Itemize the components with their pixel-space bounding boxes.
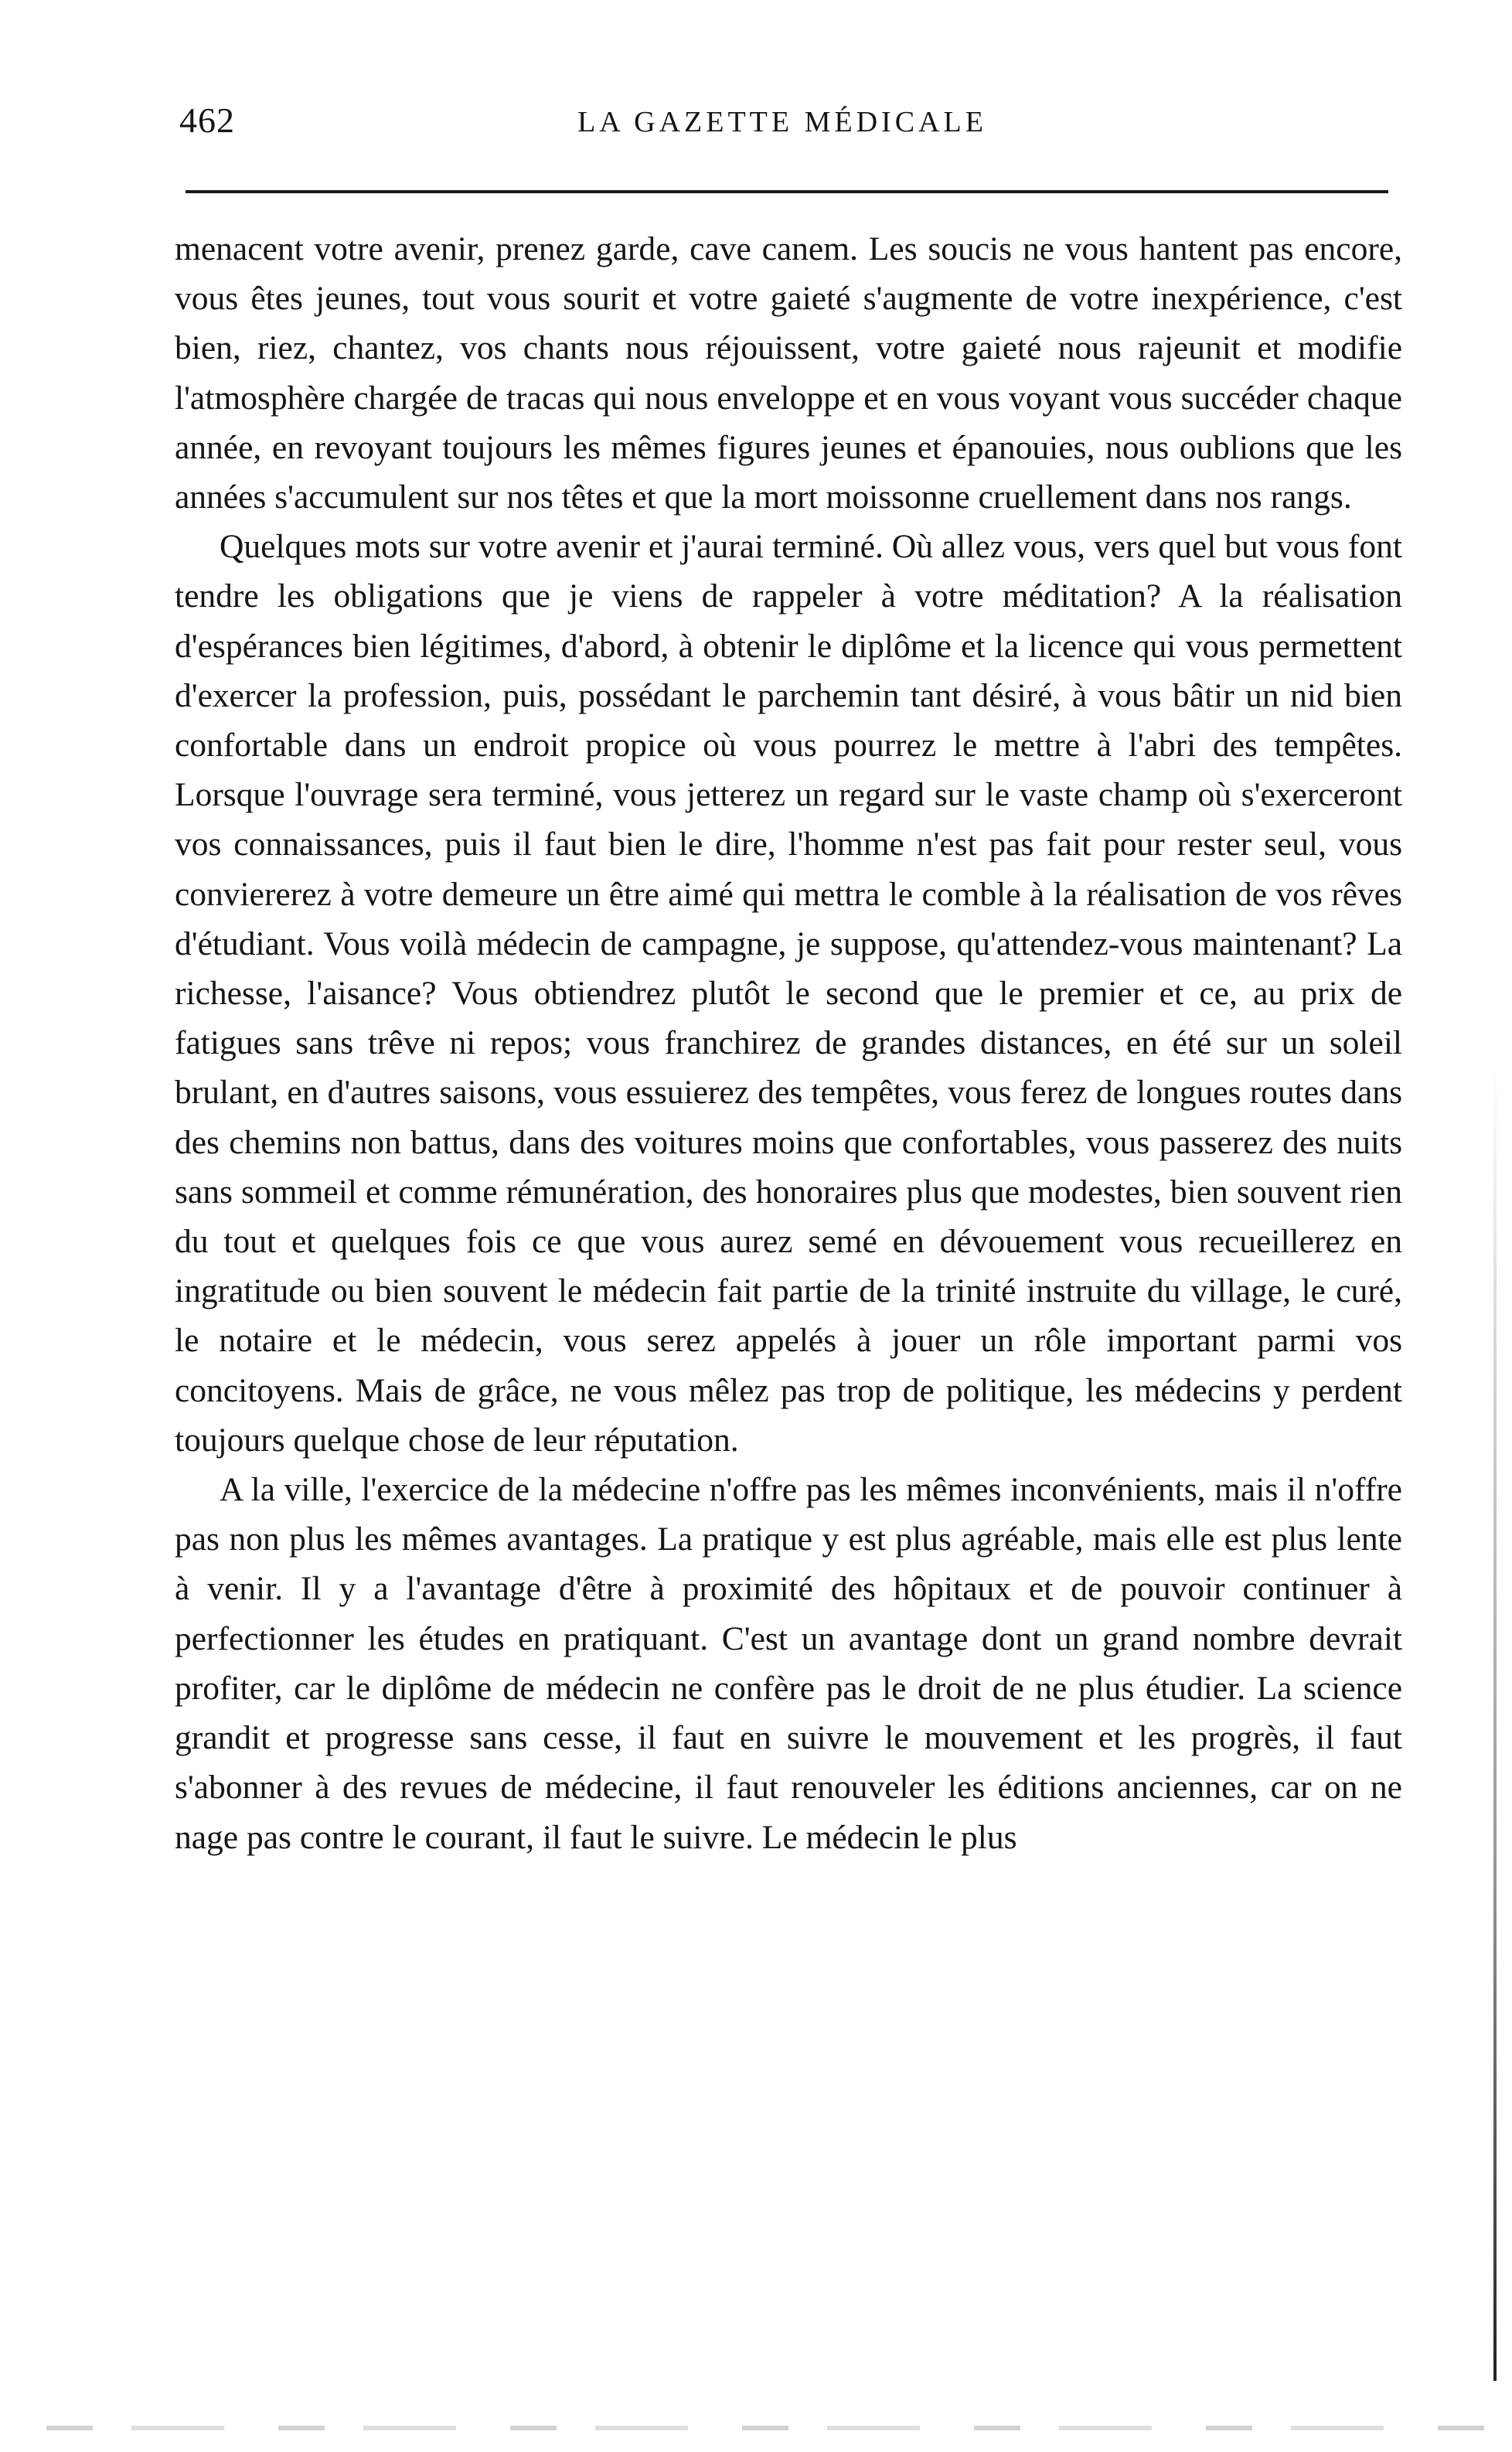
page-header <box>179 99 1385 161</box>
paragraph-city-practice: A la ville, l'exercice de la médecine n'offre pas les mêmes inconvénients, mais il n'offre pas non plus les mêmes avantages. La pratique y est plus agréable, mais elle est plus lente à venir. Il y a l'avantage d'être à proximité des hôpitaux et de pouvoir continuer à perfectionner les études en pratiquant. C'est un avantage dont un grand nombre devrait profiter, car le diplôme de médecin ne confère pas le droit de ne plus étudier. La science grandit et progresse sans cesse, il faut en suivre le mouvement et les progrès, il faut s'abonner à des revues de médecine, il faut renouveler les éditions anciennes, car on ne nage pas contre le courant, il faut le suivre. Le médecin le plus <box>175 1471 1402 1856</box>
paragraph-continuation: menacent votre avenir, prenez garde, cave canem. Les soucis ne vous hantent pas encore, vous êtes jeunes, tout vous sourit et votre gaieté s'augmente de votre inexpérience, c'est bien, riez, chantez, vos chants nous réjouissent, votre gaieté nous rajeunit et modifie l'atmosphère chargée de tracas qui nous enveloppe et en vous voyant vous succéder chaque année, en revoyant toujours les mêmes figures jeunes et épanouies, nous oublions que les années s'accumulent sur nos têtes et que la mort moissonne cruellement dans nos rangs. <box>175 230 1402 516</box>
header-rule <box>186 190 1388 193</box>
scan-bottom-edge <box>46 2426 1500 2430</box>
page-number: 462 <box>179 100 235 140</box>
page-edge-shadow <box>1493 1067 1497 2381</box>
paragraph-future: Quelques mots sur votre avenir et j'aurai terminé. Où allez vous, vers quel but vous font tendre les obligations que je viens de rappeler à votre méditation? A la réalisation d'espérances bien légitimes, d'abord, à obtenir le diplôme et la licence qui vous permettent d'exercer la profession, puis, possédant le parchemin tant désiré, à vous bâtir un nid bien confortable dans un endroit propice où vous pourrez le mettre à l'abri des tempêtes. Lorsque l'ouvrage sera terminé, vous jetterez un regard sur le vaste champ où s'exerceront vos connaissances, puis il faut bien le dire, l'homme n'est pas fait pour rester seul, vous conviererez à votre demeure un être aimé qui mettra le comble à la réalisation de vos rêves d'étudiant. Vous voilà médecin de campagne, je suppose, qu'attendez-vous maintenant? La richesse, l'aisance? Vous obtiendrez plutôt le second que le premier et ce, au prix de fatigues sans trêve ni repos; vous franchirez de grandes distances, en été sur un soleil brulant, en d'autres saisons, vous essuierez des tempêtes, vous ferez de longues routes dans des chemins non battus, dans des voitures moins que confortables, vous passerez des nuits sans sommeil et comme rémunération, des honoraires plus que modestes, bien souvent rien du tout et quelques fois ce que vous aurez semé en dévouement vous recueillerez en ingratitude ou bien souvent le médecin fait partie de la trinité instruite du village, le curé, le notaire et le médecin, vous serez appelés à jouer un rôle important parmi vos concitoyens. Mais de grâce, ne vous mêlez pas trop de politique, les médecins y perdent toujours quelque chose de leur réputation. <box>175 528 1402 1459</box>
running-title: LA GAZETTE MÉDICALE <box>577 106 987 138</box>
body-text <box>175 224 1402 1862</box>
